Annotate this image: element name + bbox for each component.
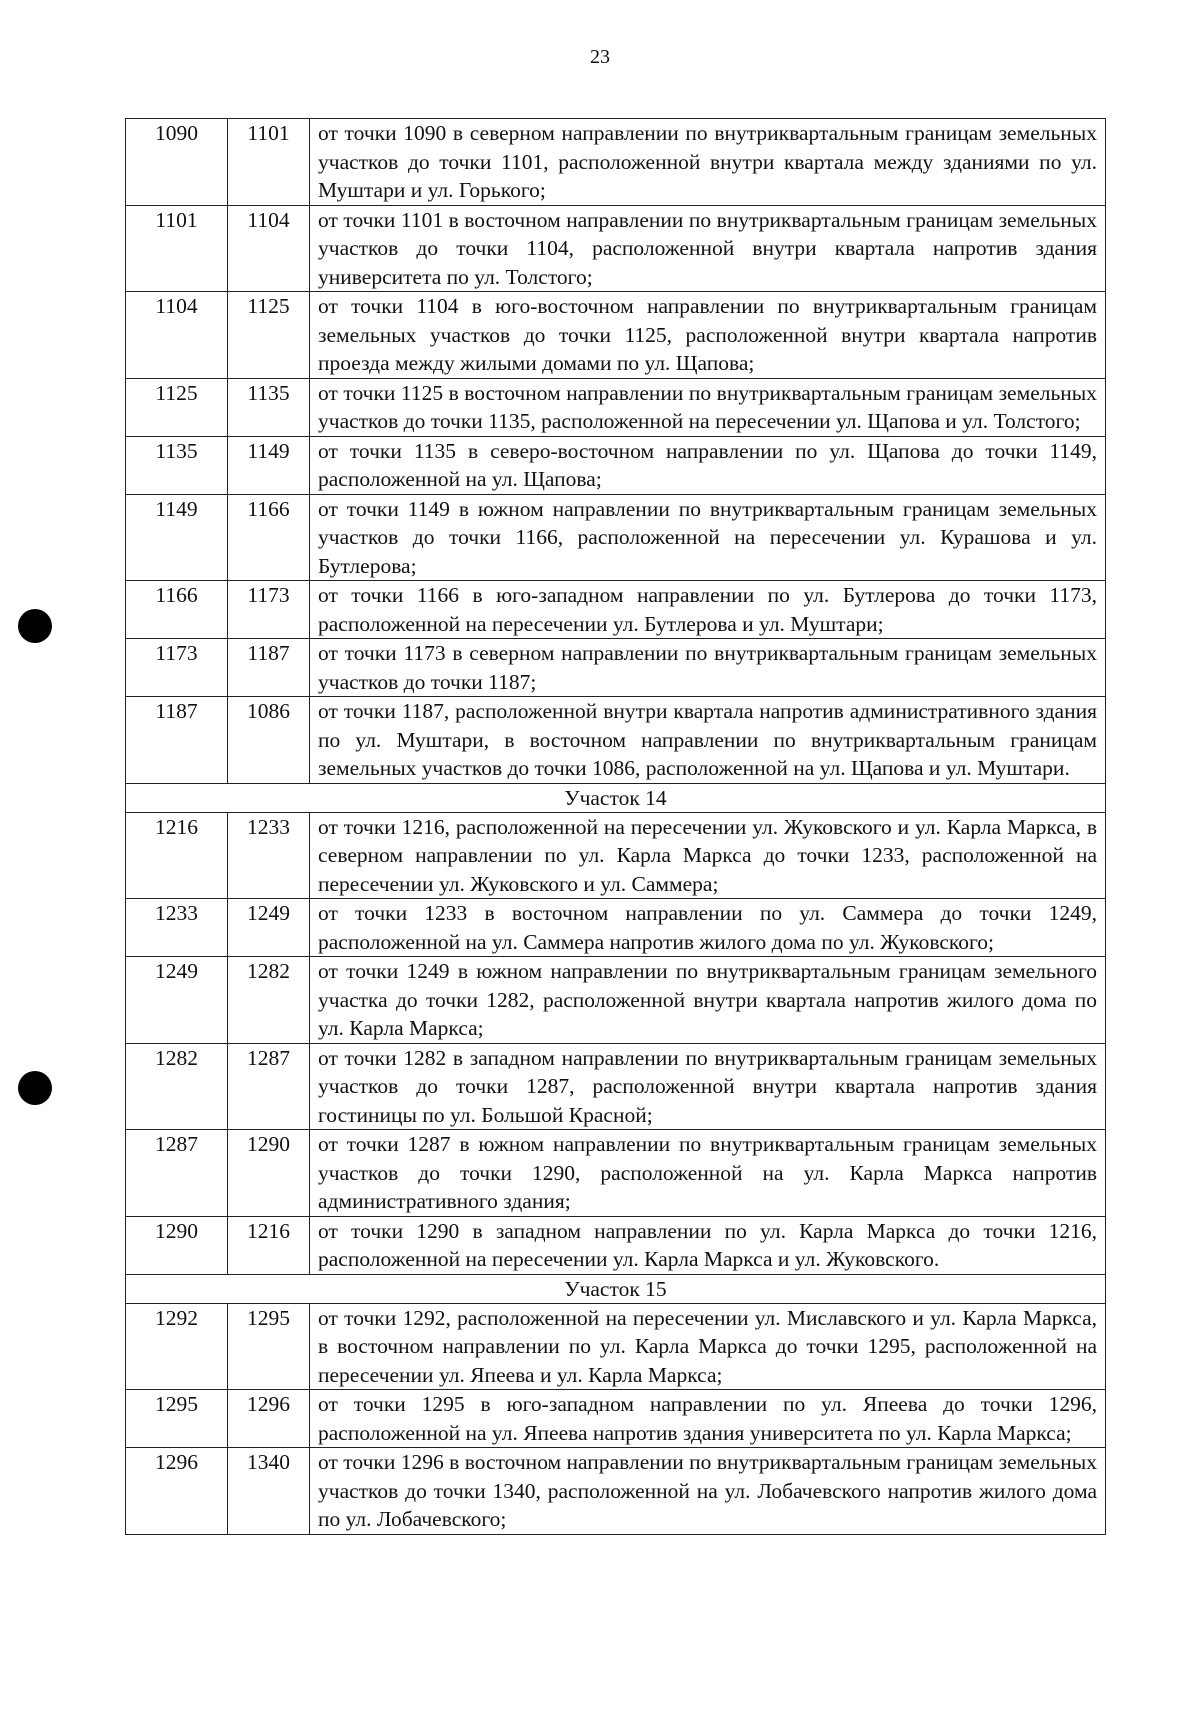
from-point-cell: 1296	[126, 1448, 228, 1535]
from-point-cell: 1292	[126, 1303, 228, 1390]
to-point-cell: 1135	[228, 378, 310, 436]
from-point-cell: 1295	[126, 1390, 228, 1448]
description-cell: от точки 1233 в восточном направлении по ул. Саммера до точки 1249, расположенной на ул. Саммера напротив жилого дома по ул. Жуковского;	[310, 899, 1106, 957]
to-point-cell: 1104	[228, 205, 310, 292]
punch-hole-mark	[18, 609, 52, 643]
from-point-cell: 1090	[126, 119, 228, 206]
to-point-cell: 1125	[228, 292, 310, 379]
section-title: Участок 15	[126, 1274, 1106, 1303]
from-point-cell: 1216	[126, 812, 228, 899]
table-row	[126, 581, 1106, 639]
from-point-cell: 1187	[126, 697, 228, 784]
description-cell: от точки 1292, расположенной на пересечении ул. Миславского и ул. Карла Маркса, в восточном направлении по ул. Карла Маркса до точки 1295, расположенной на пересечении ул. Япеева и ул. Карла Маркса;	[310, 1303, 1106, 1390]
description-cell: от точки 1282 в западном направлении по внутриквартальным границам земельных участков до точки 1287, расположенной внутри квартала напротив здания гостиницы по ул. Большой Красной;	[310, 1043, 1106, 1130]
from-point-cell: 1135	[126, 436, 228, 494]
from-point-cell: 1173	[126, 639, 228, 697]
from-point-cell: 1104	[126, 292, 228, 379]
table-row	[126, 119, 1106, 206]
table-row	[126, 1043, 1106, 1130]
punch-hole-mark	[18, 1071, 52, 1105]
table-row	[126, 436, 1106, 494]
table-row	[126, 1216, 1106, 1274]
to-point-cell: 1166	[228, 494, 310, 581]
to-point-cell: 1295	[228, 1303, 310, 1390]
description-cell: от точки 1101 в восточном направлении по внутриквартальным границам земельных участков до точки 1104, расположенной внутри квартала напротив здания университета по ул. Толстого;	[310, 205, 1106, 292]
description-cell: от точки 1125 в восточном направлении по внутриквартальным границам земельных участков до точки 1135, расположенной на пересечении ул. Щапова и ул. Толстого;	[310, 378, 1106, 436]
description-cell: от точки 1249 в южном направлении по внутриквартальным границам земельного участка до точки 1282, расположенной внутри квартала напротив жилого дома по ул. Карла Маркса;	[310, 957, 1106, 1044]
description-cell: от точки 1290 в западном направлении по ул. Карла Маркса до точки 1216, расположенной на пересечении ул. Карла Маркса и ул. Жуковского.	[310, 1216, 1106, 1274]
table-row	[126, 1390, 1106, 1448]
to-point-cell: 1173	[228, 581, 310, 639]
table-row	[126, 494, 1106, 581]
from-point-cell: 1290	[126, 1216, 228, 1274]
table-row	[126, 1130, 1106, 1217]
section-title: Участок 14	[126, 783, 1106, 812]
to-point-cell: 1287	[228, 1043, 310, 1130]
to-point-cell: 1101	[228, 119, 310, 206]
description-cell: от точки 1135 в северо-восточном направлении по ул. Щапова до точки 1149, расположенной на ул. Щапова;	[310, 436, 1106, 494]
description-cell: от точки 1104 в юго-восточном направлении по внутриквартальным границам земельных участков до точки 1125, расположенной внутри квартала напротив проезда между жилыми домами по ул. Щапова;	[310, 292, 1106, 379]
table-row	[126, 899, 1106, 957]
table-row	[126, 1448, 1106, 1535]
from-point-cell: 1282	[126, 1043, 228, 1130]
to-point-cell: 1187	[228, 639, 310, 697]
table-row	[126, 957, 1106, 1044]
from-point-cell: 1166	[126, 581, 228, 639]
description-cell: от точки 1090 в северном направлении по внутриквартальным границам земельных участков до точки 1101, расположенной внутри квартала между зданиями по ул. Муштари и ул. Горького;	[310, 119, 1106, 206]
from-point-cell: 1287	[126, 1130, 228, 1217]
to-point-cell: 1340	[228, 1448, 310, 1535]
description-cell: от точки 1295 в юго-западном направлении по ул. Япеева до точки 1296, расположенной на ул. Япеева напротив здания университета по ул. Карла Маркса;	[310, 1390, 1106, 1448]
page-number: 23	[590, 46, 610, 68]
to-point-cell: 1282	[228, 957, 310, 1044]
description-cell: от точки 1149 в южном направлении по внутриквартальным границам земельных участков до точки 1166, расположенной на пересечении ул. Курашова и ул. Бутлерова;	[310, 494, 1106, 581]
boundary-description-table	[125, 118, 1106, 1535]
description-cell: от точки 1216, расположенной на пересечении ул. Жуковского и ул. Карла Маркса, в северном направлении по ул. Карла Маркса до точки 1233, расположенной на пересечении ул. Жуковского и ул. Саммера;	[310, 812, 1106, 899]
description-cell: от точки 1287 в южном направлении по внутриквартальным границам земельных участков до точки 1290, расположенной на ул. Карла Маркса напротив административного здания;	[310, 1130, 1106, 1217]
table-body	[126, 119, 1106, 1535]
from-point-cell: 1249	[126, 957, 228, 1044]
table-row	[126, 639, 1106, 697]
from-point-cell: 1149	[126, 494, 228, 581]
description-cell: от точки 1166 в юго-западном направлении по ул. Бутлерова до точки 1173, расположенной на пересечении ул. Бутлерова и ул. Муштари;	[310, 581, 1106, 639]
table-row	[126, 292, 1106, 379]
table-row	[126, 1303, 1106, 1390]
to-point-cell: 1086	[228, 697, 310, 784]
table-row	[126, 812, 1106, 899]
from-point-cell: 1101	[126, 205, 228, 292]
to-point-cell: 1233	[228, 812, 310, 899]
table-row	[126, 697, 1106, 784]
description-cell: от точки 1187, расположенной внутри квартала напротив административного здания по ул. Муштари, в восточном направлении по внутриквартальным границам земельных участков до точки 1086, расположенной на ул. Щапова и ул. Муштари.	[310, 697, 1106, 784]
from-point-cell: 1233	[126, 899, 228, 957]
section-header-row	[126, 1274, 1106, 1303]
to-point-cell: 1290	[228, 1130, 310, 1217]
table-row	[126, 378, 1106, 436]
table-row	[126, 205, 1106, 292]
to-point-cell: 1149	[228, 436, 310, 494]
description-cell: от точки 1296 в восточном направлении по внутриквартальным границам земельных участков до точки 1340, расположенной на ул. Лобачевского напротив жилого дома по ул. Лобачевского;	[310, 1448, 1106, 1535]
to-point-cell: 1249	[228, 899, 310, 957]
to-point-cell: 1296	[228, 1390, 310, 1448]
from-point-cell: 1125	[126, 378, 228, 436]
to-point-cell: 1216	[228, 1216, 310, 1274]
section-header-row	[126, 783, 1106, 812]
description-cell: от точки 1173 в северном направлении по внутриквартальным границам земельных участков до точки 1187;	[310, 639, 1106, 697]
